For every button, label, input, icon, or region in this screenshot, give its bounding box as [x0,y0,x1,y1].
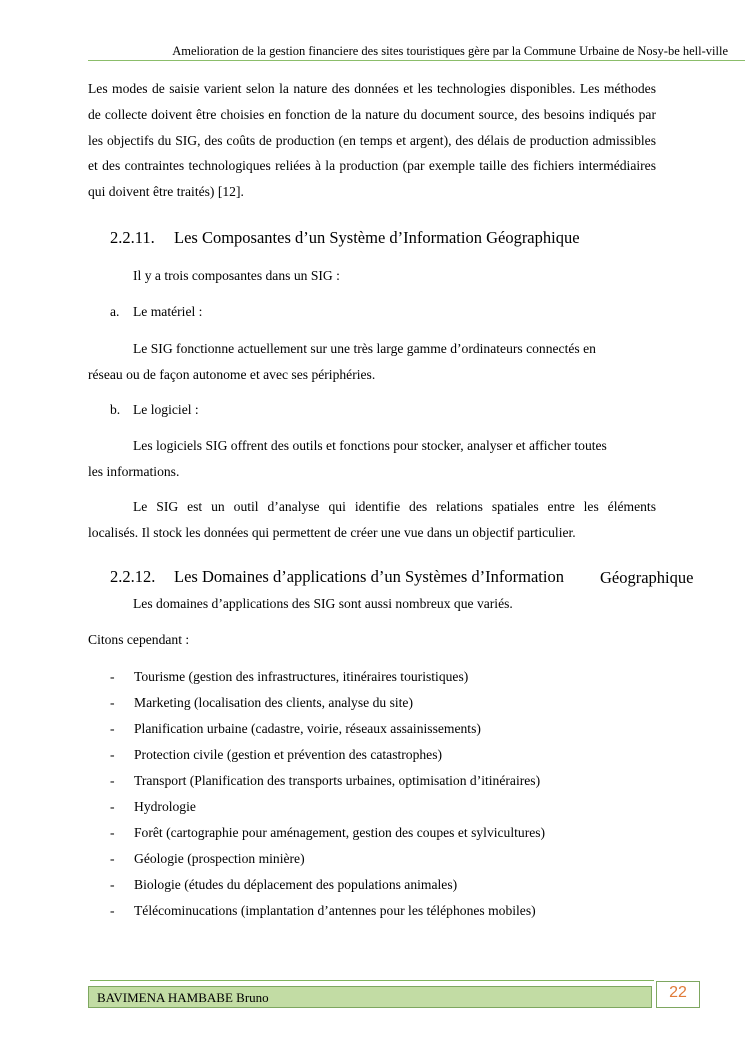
list-item [110,820,545,846]
list-item-text: Biologie (études du déplacement des populations animales) [134,877,458,892]
list-item-text: Tourisme (gestion des infrastructures, itinéraires touristiques) [134,669,469,684]
list-item [110,872,545,898]
bullet-dash: - [110,877,115,892]
section-heading-2-2-12 [110,567,564,587]
list-item-label: Le logiciel : [133,402,199,417]
paragraph-line: les informations. [88,464,180,479]
section-title-continuation: Géographique [600,568,694,587]
list-item [110,794,545,820]
citons-label: Citons cependant : [88,632,190,647]
section-number: 2.2.12. [110,567,156,586]
list-item [110,716,545,742]
list-item-text: Télécominucations (implantation d’antennes pour les téléphones mobiles) [134,903,536,918]
list-item-label: Le matériel : [133,304,203,319]
section-intro: Les domaines d’applications des SIG sont aussi nombreux que variés. [133,596,513,611]
bullet-dash: - [110,773,115,788]
section-title: Les Domaines d’applications d’un Systèmes d’Information [174,567,564,586]
bullet-dash: - [110,799,115,814]
bullet-dash: - [110,851,115,866]
list-item [110,898,545,924]
header-divider [88,60,745,61]
list-item-text: Géologie (prospection minière) [134,851,305,866]
paragraph-line: Le SIG est un outil d’analyse qui identifie des relations spatiales entre les éléments [133,499,656,514]
list-marker: b. [110,402,121,417]
list-item [110,742,545,768]
section-intro: Il y a trois composantes dans un SIG : [133,268,340,283]
bullet-dash: - [110,747,115,762]
list-item-b [110,402,199,418]
section-title: Les Composantes d’un Système d’Information Géographique [174,228,580,247]
footer-divider [90,980,654,981]
list-item-text: Planification urbaine (cadastre, voirie, réseaux assainissements) [134,721,481,736]
bullet-dash: - [110,721,115,736]
list-item [110,664,545,690]
list-item [110,768,545,794]
list-item-a [110,304,202,320]
list-item-text: Hydrologie [134,799,196,814]
paragraph-line: réseau ou de façon autonome et avec ses périphéries. [88,367,376,382]
paragraph-line: Les logiciels SIG offrent des outils et fonctions pour stocker, analyser et afficher toutes [133,438,607,453]
list-item-text: Transport (Planification des transports urbaines, optimisation d’itinéraires) [134,773,541,788]
paragraph-line: Le SIG fonctionne actuellement sur une très large gamme d’ordinateurs connectés en [133,341,596,356]
application-domains-list [110,664,545,924]
page-number: 22 [669,984,687,1001]
bullet-dash: - [110,903,115,918]
intro-paragraph: Les modes de saisie varient selon la nature des données et les technologies disponibles. Les méthodes de collecte doivent être choisies en fonction de la nature du document source, des besoins indiqués par les objectifs du SIG, des coûts de production (en temps et argent), des délais de production admissibles et des contraintes technologiques reliées à la production (par exemple taille des fichiers intermédiaires qui doivent être traités) [12]. [88,81,656,200]
paragraph-line: localisés. Il stock les données qui permettent de créer une vue dans un objectif particulier. [88,525,576,540]
list-item-text: Forêt (cartographie pour aménagement, gestion des coupes et sylvicultures) [134,825,546,840]
section-heading-2-2-11 [110,228,580,248]
list-marker: a. [110,304,120,319]
bullet-dash: - [110,825,115,840]
list-item-text: Protection civile (gestion et prévention des catastrophes) [134,747,443,762]
bullet-dash: - [110,669,115,684]
footer-author: BAVIMENA HAMBABE Bruno [97,990,269,1005]
list-item [110,690,545,716]
running-header: Amelioration de la gestion financiere des sites touristiques gère par la Commune Urbaine de Nosy-be hell-ville [172,44,728,58]
list-item [110,846,545,872]
bullet-dash: - [110,695,115,710]
section-number: 2.2.11. [110,228,155,247]
list-item-text: Marketing (localisation des clients, analyse du site) [134,695,413,710]
